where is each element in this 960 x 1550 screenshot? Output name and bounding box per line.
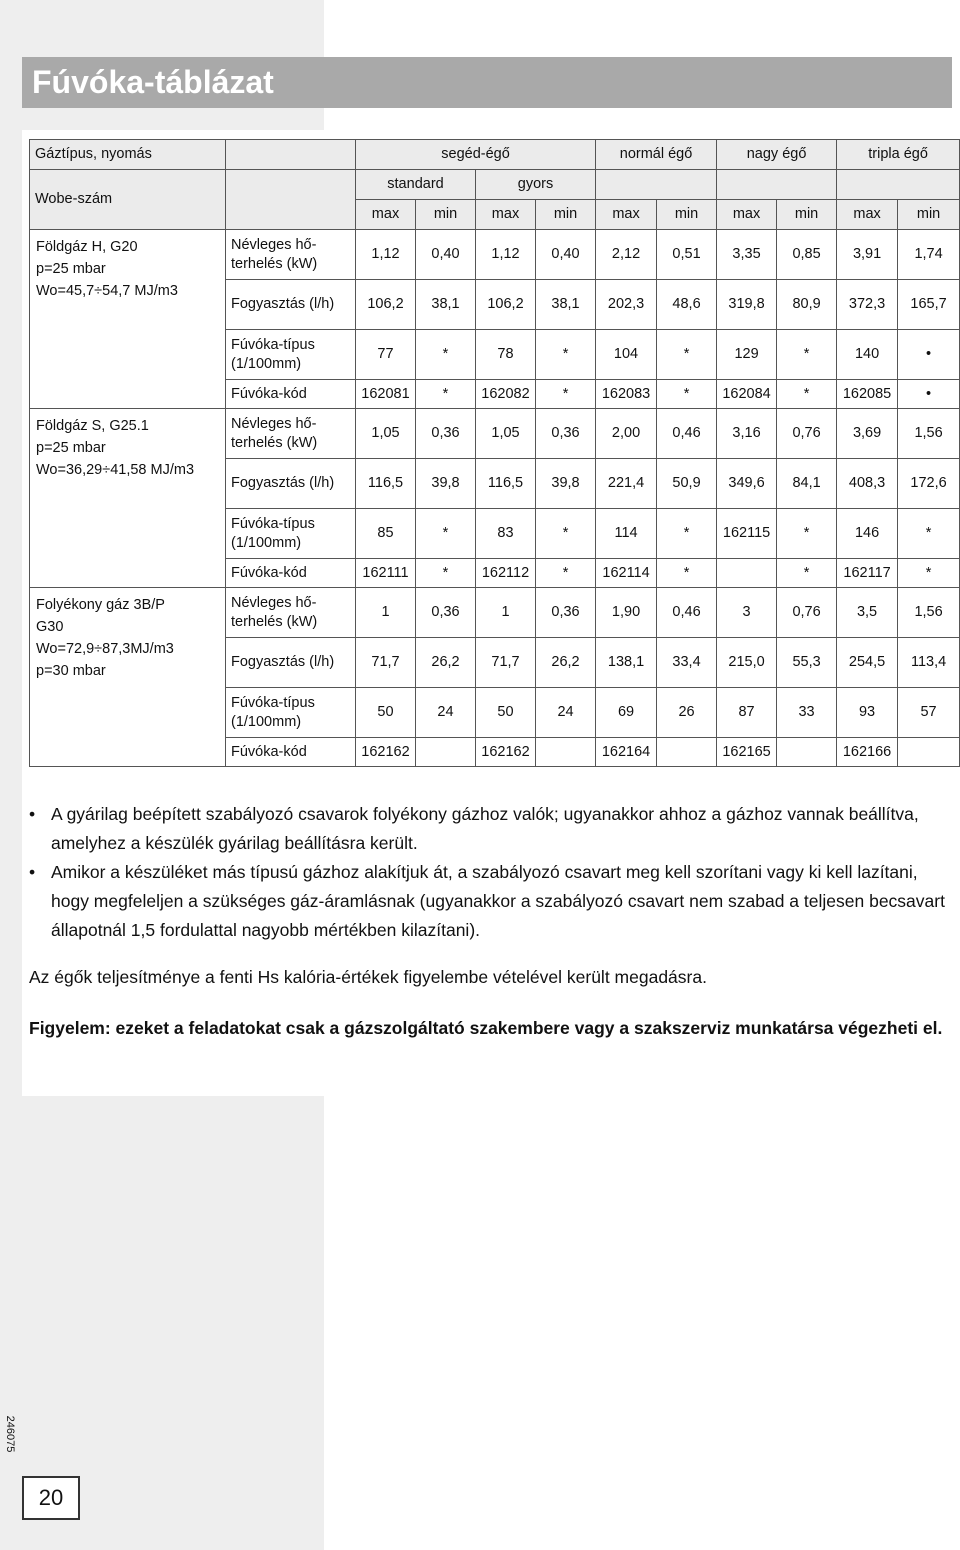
header-empty xyxy=(226,140,356,170)
table-cell: 3,16 xyxy=(717,409,777,459)
table-cell: 0,51 xyxy=(657,230,717,280)
table-cell: 55,3 xyxy=(777,638,837,688)
header-empty xyxy=(837,170,960,200)
table-cell: * xyxy=(898,559,960,588)
table-cell: * xyxy=(416,509,476,559)
table-cell: 0,36 xyxy=(416,409,476,459)
row-nominal-load-label: Névleges hő-terhelés (kW) xyxy=(226,409,356,459)
nozzle-table-body xyxy=(30,140,960,767)
bullet-glyph: • xyxy=(29,862,36,882)
table-cell xyxy=(898,738,960,767)
row-nozzle-code-label: Fúvóka-kód xyxy=(226,380,356,409)
header-max: max xyxy=(476,200,536,230)
table-cell: * xyxy=(777,330,837,380)
table-cell: * xyxy=(416,330,476,380)
table-cell xyxy=(777,738,837,767)
header-gas-type: Gáztípus, nyomás xyxy=(30,140,226,170)
row-nominal-load xyxy=(30,588,960,638)
table-cell: 113,4 xyxy=(898,638,960,688)
gas-name: Földgáz S, G25.1 xyxy=(36,418,149,434)
row-consumption-label: Fogyasztás (l/h) xyxy=(226,638,356,688)
table-cell: 38,1 xyxy=(416,280,476,330)
table-cell: 116,5 xyxy=(356,459,416,509)
table-cell: 80,9 xyxy=(777,280,837,330)
table-cell: 1,12 xyxy=(476,230,536,280)
note-bullet xyxy=(29,858,949,945)
table-cell: 0,36 xyxy=(536,588,596,638)
table-cell: 84,1 xyxy=(777,459,837,509)
table-cell: 48,6 xyxy=(657,280,717,330)
table-cell: 106,2 xyxy=(476,280,536,330)
table-cell: 3,35 xyxy=(717,230,777,280)
header-max: max xyxy=(717,200,777,230)
table-cell: 162164 xyxy=(596,738,657,767)
table-cell: 0,36 xyxy=(416,588,476,638)
page-number: 20 xyxy=(22,1476,80,1520)
table-cell: 146 xyxy=(837,509,898,559)
table-cell: 372,3 xyxy=(837,280,898,330)
table-cell: 140 xyxy=(837,330,898,380)
table-cell: 39,8 xyxy=(536,459,596,509)
row-nozzle-type-label: Fúvóka-típus (1/100mm) xyxy=(226,509,356,559)
header-empty xyxy=(596,170,717,200)
table-cell: 71,7 xyxy=(476,638,536,688)
table-cell: 162162 xyxy=(356,738,416,767)
table-cell: 26 xyxy=(657,688,717,738)
table-cell: 114 xyxy=(596,509,657,559)
table-cell: 3 xyxy=(717,588,777,638)
gas-wobbe: Wo=36,29÷41,58 MJ/m3 xyxy=(36,462,195,478)
table-cell: • xyxy=(898,330,960,380)
header-row-aux-types xyxy=(30,170,960,200)
table-cell: 1,74 xyxy=(898,230,960,280)
table-cell: 2,12 xyxy=(596,230,657,280)
table-cell: 162081 xyxy=(356,380,416,409)
table-cell: • xyxy=(898,380,960,409)
table-cell: 162082 xyxy=(476,380,536,409)
table-cell: 162162 xyxy=(476,738,536,767)
table-cell: 33,4 xyxy=(657,638,717,688)
header-aux-fast: gyors xyxy=(476,170,596,200)
table-cell: 408,3 xyxy=(837,459,898,509)
table-cell: 38,1 xyxy=(536,280,596,330)
header-max: max xyxy=(837,200,898,230)
table-cell: 349,6 xyxy=(717,459,777,509)
table-cell: 0,76 xyxy=(777,588,837,638)
row-consumption-label: Fogyasztás (l/h) xyxy=(226,459,356,509)
table-cell: 162114 xyxy=(596,559,657,588)
table-cell: 50,9 xyxy=(657,459,717,509)
table-cell: 93 xyxy=(837,688,898,738)
gas-type-cell xyxy=(30,588,226,767)
gas-name: Folyékony gáz 3B/P xyxy=(36,597,165,613)
table-cell: 319,8 xyxy=(717,280,777,330)
table-cell: 165,7 xyxy=(898,280,960,330)
header-empty xyxy=(717,170,837,200)
header-min: min xyxy=(536,200,596,230)
row-nominal-load-label: Névleges hő-terhelés (kW) xyxy=(226,588,356,638)
row-nozzle-code-label: Fúvóka-kód xyxy=(226,559,356,588)
table-cell: 85 xyxy=(356,509,416,559)
table-cell: 1 xyxy=(476,588,536,638)
table-cell: 0,76 xyxy=(777,409,837,459)
table-cell: 1 xyxy=(356,588,416,638)
title-bar xyxy=(22,57,952,108)
table-cell: 24 xyxy=(416,688,476,738)
table-cell: 221,4 xyxy=(596,459,657,509)
row-nominal-load xyxy=(30,230,960,280)
table-cell: 215,0 xyxy=(717,638,777,688)
table-cell: * xyxy=(416,380,476,409)
table-cell: 0,46 xyxy=(657,588,717,638)
table-cell: 172,6 xyxy=(898,459,960,509)
gas-extra: G30 xyxy=(36,619,64,635)
table-cell: 3,69 xyxy=(837,409,898,459)
table-cell: * xyxy=(536,559,596,588)
header-aux-burner: segéd-égő xyxy=(356,140,596,170)
table-cell: * xyxy=(657,380,717,409)
table-cell: * xyxy=(657,330,717,380)
header-wobbe: Wobe-szám xyxy=(30,170,226,230)
bullet-glyph: • xyxy=(29,804,36,824)
table-cell: 77 xyxy=(356,330,416,380)
table-cell: * xyxy=(898,509,960,559)
table-cell: 162084 xyxy=(717,380,777,409)
table-cell: 1,56 xyxy=(898,588,960,638)
table-cell: 1,90 xyxy=(596,588,657,638)
table-cell: * xyxy=(416,559,476,588)
row-nozzle-type-label: Fúvóka-típus (1/100mm) xyxy=(226,688,356,738)
row-consumption-label: Fogyasztás (l/h) xyxy=(226,280,356,330)
table-cell: 129 xyxy=(717,330,777,380)
header-normal-burner: normál égő xyxy=(596,140,717,170)
note-text: A gyárilag beépített szabályozó csavarok folyékony gázhoz valók; ugyanakkor ahhoz a gázhoz vannak beállítva, amelyhez a készülék gyárilag beállításra került. xyxy=(51,804,919,853)
table-cell xyxy=(657,738,717,767)
table-cell: * xyxy=(777,559,837,588)
table-cell: * xyxy=(777,380,837,409)
gas-type-cell xyxy=(30,230,226,409)
row-nozzle-code-label: Fúvóka-kód xyxy=(226,738,356,767)
table-cell: 0,40 xyxy=(416,230,476,280)
note-bullet xyxy=(29,800,949,858)
table-cell: 71,7 xyxy=(356,638,416,688)
table-cell: 162112 xyxy=(476,559,536,588)
header-empty xyxy=(226,170,356,230)
table-cell: 1,56 xyxy=(898,409,960,459)
table-cell xyxy=(536,738,596,767)
performance-note: Az égők teljesítménye a fenti Hs kalória-értékek figyelembe vételével került megadásra. xyxy=(29,967,707,987)
note-text: Amikor a készüléket más típusú gázhoz alakítjuk át, a szabályozó csavart meg kell szorítani vagy ki kell lazítani, hogy megfeleljen a szükséges gáz-áramlásnak (ugyanakkor a szabályozó csavart nem szabad a teljesen becsavart állapotnál 1,5 fordulattal nagyobb mértékben kilazítani). xyxy=(51,862,945,940)
table-cell: 202,3 xyxy=(596,280,657,330)
header-min: min xyxy=(416,200,476,230)
gas-pressure: p=25 mbar xyxy=(36,440,106,456)
table-cell: 1,05 xyxy=(476,409,536,459)
header-aux-standard: standard xyxy=(356,170,476,200)
table-cell: 78 xyxy=(476,330,536,380)
document-id: 246075 xyxy=(4,1415,16,1453)
table-cell: 162111 xyxy=(356,559,416,588)
table-cell: 1,12 xyxy=(356,230,416,280)
table-cell: 162115 xyxy=(717,509,777,559)
table-cell: 57 xyxy=(898,688,960,738)
table-cell: 1,05 xyxy=(356,409,416,459)
table-cell: 138,1 xyxy=(596,638,657,688)
header-large-burner: nagy égő xyxy=(717,140,837,170)
table-cell xyxy=(717,559,777,588)
table-cell: 26,2 xyxy=(416,638,476,688)
header-row-burners xyxy=(30,140,960,170)
table-cell: * xyxy=(777,509,837,559)
gas-pressure: p=30 mbar xyxy=(36,663,106,679)
notes-section xyxy=(29,800,949,1043)
table-cell: 50 xyxy=(476,688,536,738)
table-cell: 39,8 xyxy=(416,459,476,509)
table-cell: 116,5 xyxy=(476,459,536,509)
header-min: min xyxy=(657,200,717,230)
row-nominal-load-label: Névleges hő-terhelés (kW) xyxy=(226,230,356,280)
table-cell: 162117 xyxy=(837,559,898,588)
table-cell: * xyxy=(657,509,717,559)
table-cell: 0,85 xyxy=(777,230,837,280)
table-cell: 2,00 xyxy=(596,409,657,459)
table-cell: * xyxy=(536,380,596,409)
table-cell: 254,5 xyxy=(837,638,898,688)
table-cell: 26,2 xyxy=(536,638,596,688)
table-cell: 104 xyxy=(596,330,657,380)
header-max: max xyxy=(596,200,657,230)
table-cell: 83 xyxy=(476,509,536,559)
gas-pressure: p=25 mbar xyxy=(36,261,106,277)
table-cell: 50 xyxy=(356,688,416,738)
header-min: min xyxy=(898,200,960,230)
table-cell: 162083 xyxy=(596,380,657,409)
row-nozzle-type-label: Fúvóka-típus (1/100mm) xyxy=(226,330,356,380)
table-cell: 106,2 xyxy=(356,280,416,330)
page-title: Fúvóka-táblázat xyxy=(32,64,274,100)
table-cell xyxy=(416,738,476,767)
table-cell: * xyxy=(536,330,596,380)
table-cell: 162166 xyxy=(837,738,898,767)
row-nominal-load xyxy=(30,409,960,459)
table-cell: * xyxy=(657,559,717,588)
table-cell: 162085 xyxy=(837,380,898,409)
header-min: min xyxy=(777,200,837,230)
notes-bullet-list xyxy=(29,800,949,945)
table-cell: 24 xyxy=(536,688,596,738)
table-cell: 0,40 xyxy=(536,230,596,280)
header-max: max xyxy=(356,200,416,230)
table-cell: * xyxy=(536,509,596,559)
table-cell: 3,91 xyxy=(837,230,898,280)
table-cell: 3,5 xyxy=(837,588,898,638)
gas-name: Földgáz H, G20 xyxy=(36,239,138,255)
gas-wobbe: Wo=45,7÷54,7 MJ/m3 xyxy=(36,283,178,299)
table-cell: 162165 xyxy=(717,738,777,767)
nozzle-table xyxy=(29,139,960,767)
table-cell: 0,36 xyxy=(536,409,596,459)
table-cell: 0,46 xyxy=(657,409,717,459)
table-cell: 87 xyxy=(717,688,777,738)
table-cell: 69 xyxy=(596,688,657,738)
warning-note: Figyelem: ezeket a feladatokat csak a gázszolgáltató szakembere vagy a szakszerviz munkatársa végezheti el. xyxy=(29,1018,943,1038)
gas-wobbe: Wo=72,9÷87,3MJ/m3 xyxy=(36,641,174,657)
header-triple-burner: tripla égő xyxy=(837,140,960,170)
gas-type-cell xyxy=(30,409,226,588)
table-cell: 33 xyxy=(777,688,837,738)
